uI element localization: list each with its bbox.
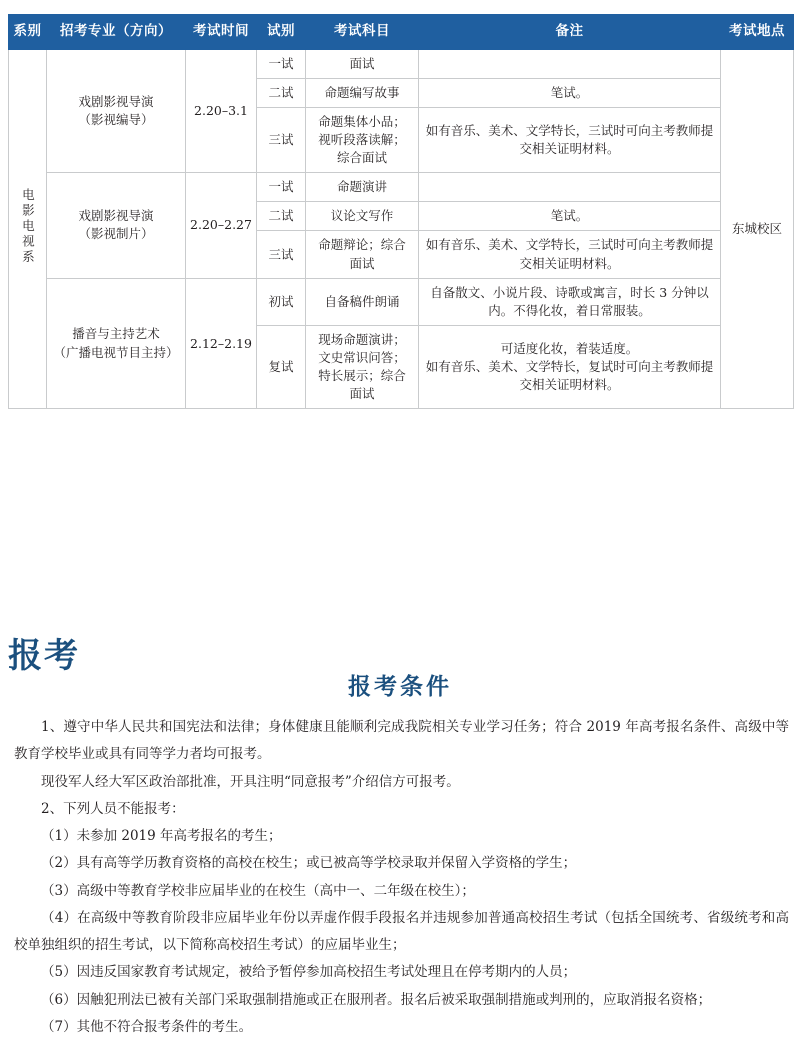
cell-stage: 一试 <box>257 173 306 202</box>
requirement-paragraph: 1、遵守中华人民共和国宪法和法律；身体健康且能顺利完成我院相关专业学习任务；符合 2019 年高考报名条件、高级中等教育学校毕业或具有同等学力者均可报考。 <box>14 719 789 763</box>
requirement-paragraph: （2）具有高等学历教育资格的高校在校生；或已被高等学校录取并保留入学资格的学生； <box>41 855 577 872</box>
cell-department <box>9 49 47 409</box>
cell-subject: 命题辩论；综合 面试 <box>306 231 419 278</box>
cell-remark: 笔试。 <box>419 78 721 107</box>
exam-schedule-table <box>8 14 794 409</box>
cell-subject: 面试 <box>306 49 419 78</box>
table-row <box>9 278 794 325</box>
requirement-paragraph: （1）未参加 2019 年高考报名的考生； <box>41 828 282 845</box>
requirements-text-block <box>14 714 789 1041</box>
requirement-paragraph: （6）因触犯刑法已被有关部门采取强制措施或正在服刑者。报名后被采取强制措施或判刑的，应取消报名资格； <box>41 991 712 1008</box>
cell-stage: 初试 <box>257 278 306 325</box>
requirement-paragraph: （4）在高级中等教育阶段非应届毕业年份以弄虚作假手段报名并违规参加普通高校招生考试（包括全国统考、省级统考和高校单独组织的招生考试，以下简称高校招生考试）的应届毕业生； <box>14 909 789 954</box>
table-row <box>9 173 794 202</box>
cell-location: 东城校区 <box>721 49 794 409</box>
department-label: 电影电视系 <box>20 187 36 266</box>
cell-subject: 命题编写故事 <box>306 78 419 107</box>
cell-stage: 一试 <box>257 49 306 78</box>
exam-schedule-table-wrapper <box>8 14 793 409</box>
cell-remark <box>419 173 721 202</box>
column-header-stage: 试别 <box>257 15 306 50</box>
requirement-paragraph: （5）因违反国家教育考试规定，被给予暂停参加高校招生考试处理且在停考期内的人员； <box>41 964 577 981</box>
cell-major: 播音与主持艺术 （广播电视节目主持） <box>47 278 186 409</box>
column-header-exam-time: 考试时间 <box>186 15 257 50</box>
table-body <box>9 49 794 409</box>
cell-stage: 三试 <box>257 231 306 278</box>
cell-exam-time: 2.20–3.1 <box>186 49 257 173</box>
cell-subject: 自备稿件朗诵 <box>306 278 419 325</box>
cell-remark: 自备散文、小说片段、诗歌或寓言，时长 3 分钟以内。不得化妆，着日常服装。 <box>419 278 721 325</box>
cell-exam-time: 2.12–2.19 <box>186 278 257 409</box>
cell-exam-time: 2.20–2.27 <box>186 173 257 279</box>
cell-remark: 笔试。 <box>419 202 721 231</box>
requirement-paragraph: （3）高级中等教育学校非应届毕业的在校生（高中一、二年级在校生）； <box>41 882 475 899</box>
cell-major: 戏剧影视导演 （影视制片） <box>47 173 186 279</box>
cell-remark: 可适度化妆，着装适度。 如有音乐、美术、文学特长，复试时可向主考教师提交相关证明材料。 <box>419 325 721 409</box>
cell-stage: 二试 <box>257 202 306 231</box>
section-title-baokao-tiaojian: 报考条件 <box>348 673 452 700</box>
cell-stage: 二试 <box>257 78 306 107</box>
cell-subject: 命题演讲 <box>306 173 419 202</box>
requirement-paragraph: 2、下列人员不能报考： <box>41 800 185 817</box>
column-header-subject: 考试科目 <box>306 15 419 50</box>
cell-remark: 如有音乐、美术、文学特长，三试时可向主考教师提交相关证明材料。 <box>419 231 721 278</box>
cell-stage: 三试 <box>257 107 306 172</box>
column-header-remark: 备注 <box>419 15 721 50</box>
table-row <box>9 49 794 78</box>
cell-subject: 现场命题演讲； 文史常识问答； 特长展示；综合 面试 <box>306 325 419 409</box>
cell-remark: 如有音乐、美术、文学特长，三试时可向主考教师提交相关证明材料。 <box>419 107 721 172</box>
table-header-row <box>9 15 794 50</box>
column-header-major: 招考专业（方向） <box>47 15 186 50</box>
cell-subject: 命题集体小品； 视听段落读解； 综合面试 <box>306 107 419 172</box>
table-header <box>9 15 794 50</box>
cell-stage: 复试 <box>257 325 306 409</box>
cell-major: 戏剧影视导演 （影视编导） <box>47 49 186 173</box>
requirement-paragraph: 现役军人经大军区政治部批准，开具注明“同意报考”介绍信方可报考。 <box>41 773 460 790</box>
requirement-paragraph: （7）其他不符合报考条件的考生。 <box>41 1018 253 1035</box>
column-header-department: 系别 <box>9 15 47 50</box>
cell-remark <box>419 49 721 78</box>
column-header-location: 考试地点 <box>721 15 794 50</box>
page-title-baokao: 报考 <box>8 636 80 676</box>
cell-subject: 议论文写作 <box>306 202 419 231</box>
